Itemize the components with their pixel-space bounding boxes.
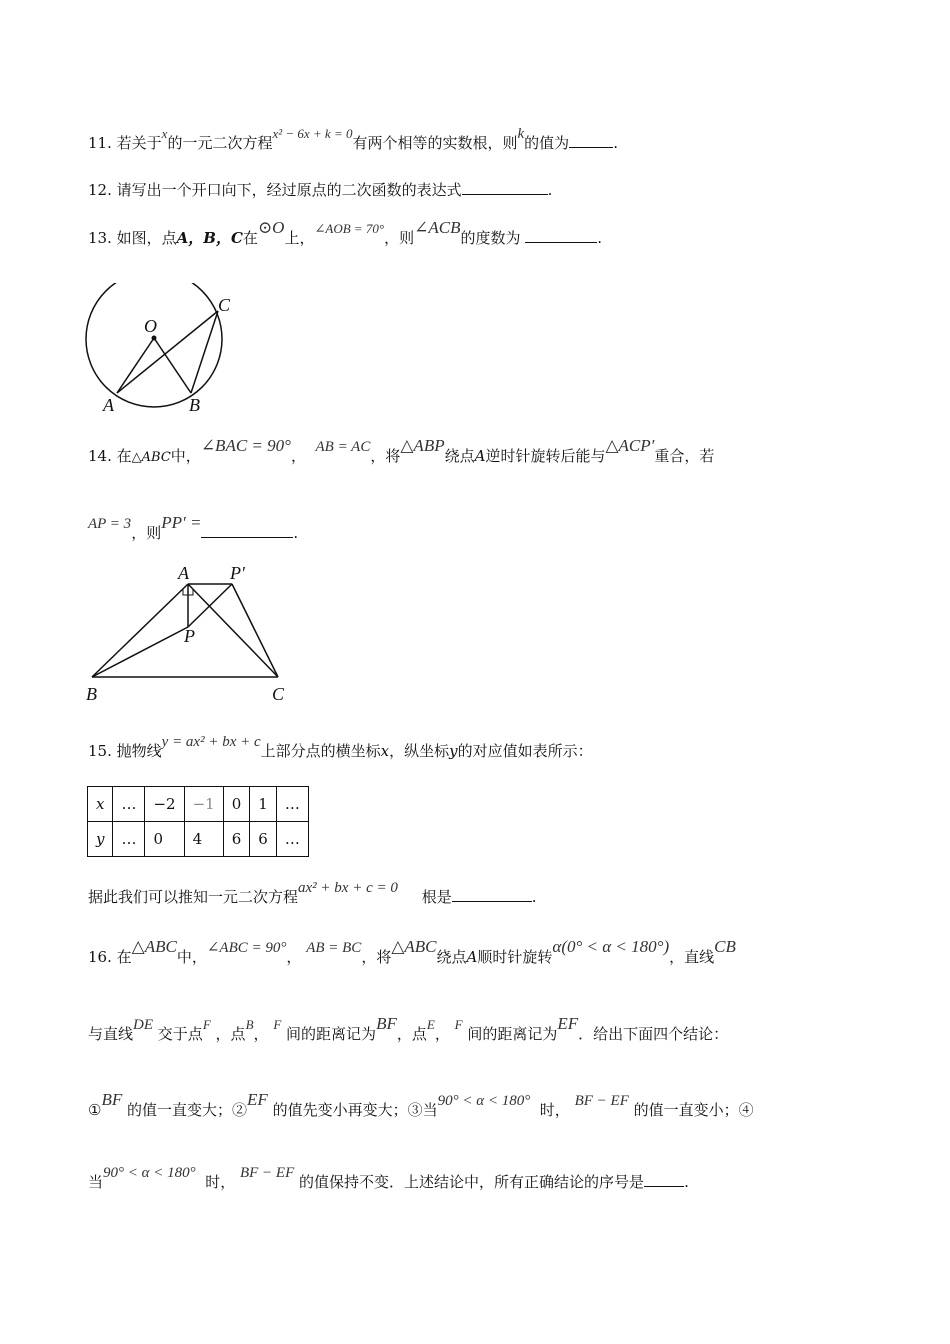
label-a: A <box>178 563 189 583</box>
question-16-line-3: ①BF 的值一直变大；②EF 的值先变小再变大；③当90° < α < 180° 时， BF − EF 的值一直变小；④ <box>88 1090 754 1119</box>
question-14-line-2: AP = 3，则PP′ =. <box>88 513 299 542</box>
value-table <box>87 786 309 857</box>
question-16-line-4: 当90° < α < 180° 时， BF − EF 的值保持不变．上述结论中，所有正确结论的序号是 . <box>88 1165 689 1191</box>
label-b: B <box>86 684 97 704</box>
label-b: B <box>189 395 200 415</box>
segment-ob <box>154 338 191 393</box>
label-p: P <box>184 626 195 646</box>
segment-oa <box>117 338 154 393</box>
segment-ac <box>117 311 218 393</box>
segment-bp <box>92 627 188 677</box>
question-15-line-2: 据此我们可以推知一元二次方程ax² + bx + c = 0 根是 . <box>88 880 537 906</box>
segment-ab <box>92 584 188 677</box>
segment-p-prime-c <box>232 584 278 677</box>
question-12: 12. 请写出一个开口向下，经过原点的二次函数的表达式 . <box>88 181 553 199</box>
label-p-prime: P′ <box>230 563 245 583</box>
label-a: A <box>103 395 114 415</box>
answer-blank[interactable] <box>569 135 613 148</box>
circle-o <box>86 283 222 407</box>
question-13: 13. 如图，点A，B，C在⊙O上，∠AOB = 70°，则∠ACB的度数为 . <box>88 218 603 247</box>
question-11: 11. 若关于x的一元二次方程x² − 6x + k = 0有两个相等的实数根，则k的值为 . <box>88 126 618 152</box>
answer-blank[interactable] <box>462 182 548 195</box>
question-16-line-2: 与直线DE 交于点F ，点B， F 间的距离记为BF，点E， F 间的距离记为EF．给出下面四个结论： <box>88 1014 729 1043</box>
label-c: C <box>218 295 231 315</box>
answer-blank[interactable] <box>452 889 532 902</box>
question-15: 15. 抛物线y = ax² + bx + c上部分点的横坐标x，纵坐标y的对应值如表所示： <box>88 734 593 760</box>
table-row: y … 0 4 6 6 … <box>88 822 309 857</box>
label-c: C <box>272 684 285 704</box>
answer-blank[interactable] <box>644 1174 684 1187</box>
segment-bc <box>191 311 218 393</box>
question-16: 16. 在△ABC中，∠ABC = 90°， AB = BC，将△ABC绕点A顺时针旋转α(0° < α < 180°)，直线CB <box>88 937 736 966</box>
question-14: 14. 在△ABC中，∠BAC = 90°， AB = AC，将△ABP绕点A逆时针旋转后能与△ACP′重合，若 <box>88 436 715 465</box>
answer-blank[interactable] <box>525 230 597 243</box>
table-row: x … −2 −1 0 1 … <box>88 787 309 822</box>
segment-ac <box>188 584 278 677</box>
label-o: O <box>144 316 157 336</box>
circle-figure <box>84 283 244 418</box>
center-point <box>152 336 157 341</box>
answer-blank[interactable] <box>201 525 293 538</box>
triangle-figure <box>84 562 304 707</box>
